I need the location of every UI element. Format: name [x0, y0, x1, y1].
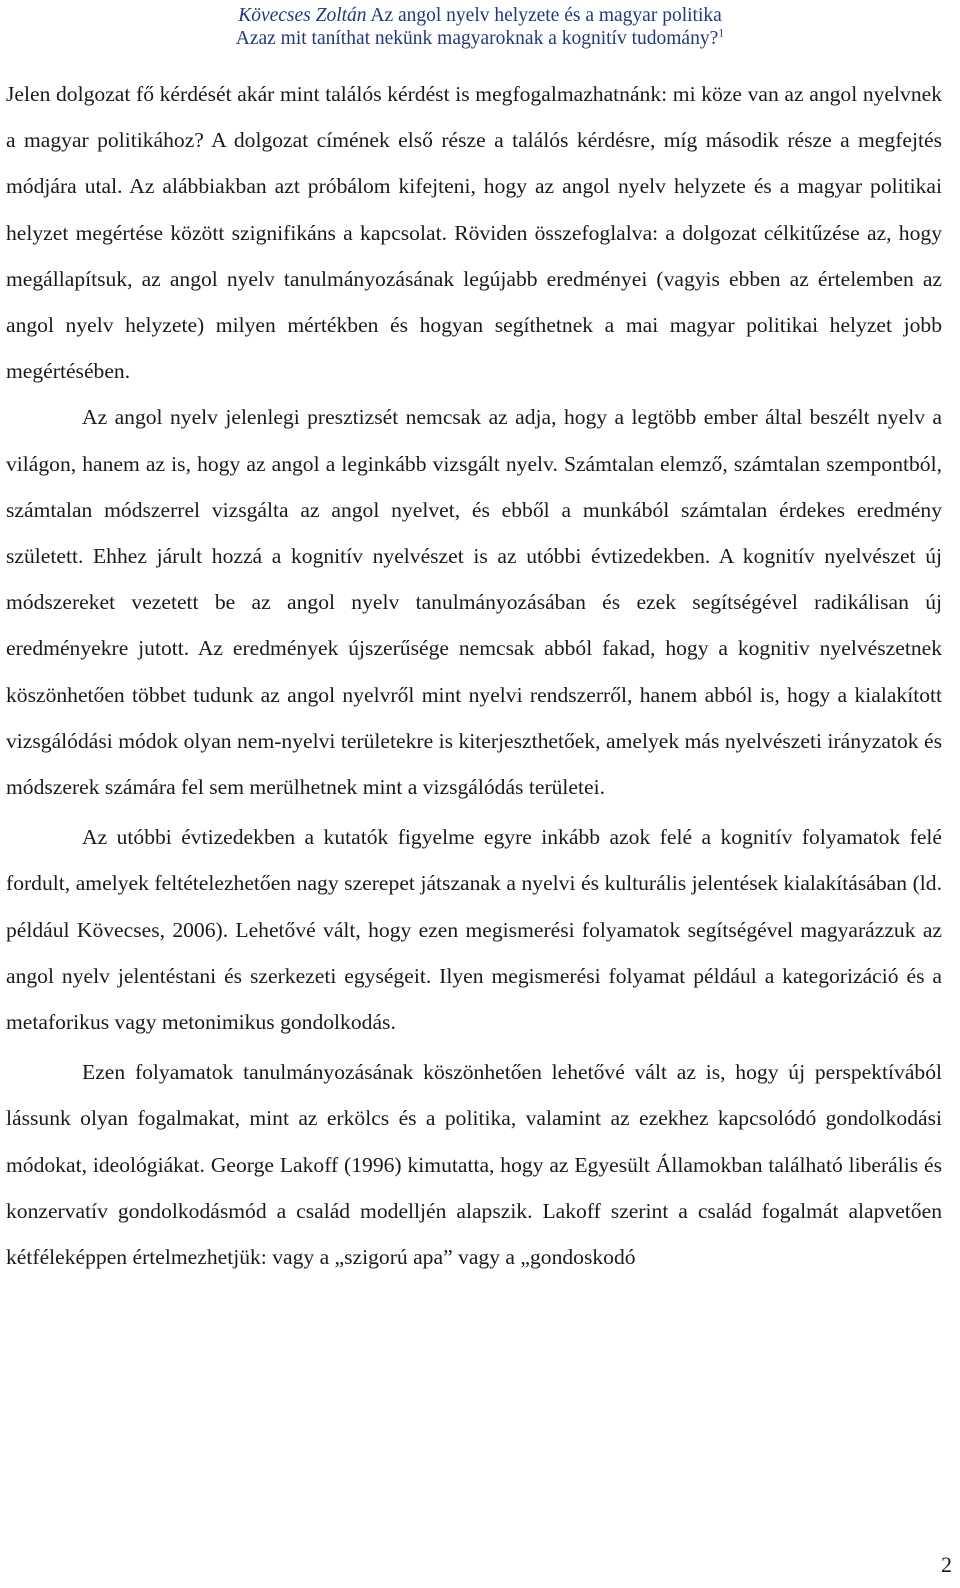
paragraph-3: Az utóbbi évtizedekben a kutatók figyelme egyre inkább azok felé a kognitív folyamatok felé fordult, amelyek feltételezhetően nagy szerepet játszanak a nyelvi és kulturális jelentések kialakításában (ld. például Kövecses, 2006). Lehetővé vált, hogy ezen megismerési folyamatok segítségével magyarázzuk az angol nyelv jelentéstani és szerkezeti egységeit. Ilyen megismerési folyamat például a kategorizáció és a metaforikus vagy metonimikus gondolkodás.	[6, 825, 942, 1035]
header-author: Kövecses Zoltán	[238, 5, 367, 26]
header-title-line-1: Az angol nyelv helyzete és a magyar politika	[370, 5, 722, 26]
header-title-line-2: Azaz mit taníthat nekünk magyaroknak a kognitív tudomány?	[235, 28, 719, 49]
paragraph-2: Az angol nyelv jelenlegi presztizsét nemcsak az adja, hogy a legtöbb ember által beszélt nyelv a világon, hanem az is, hogy az angol a leginkább vizsgált nyelv. Számtalan elemző, számtalan szempontból, számtalan módszerrel vizsgálta az angol nyelvet, és ebből a munkából számtalan érdekes eredmény született. Ehhez járult hozzá a kognitív nyelvészet is az utóbbi évtizedekben. A kognitív nyelvészet új módszereket vezetett be az angol nyelv tanulmányozásában és ezek segítségével radikálisan új eredményekre jutott. Az eredmények újszerűsége nemcsak abból fakad, hogy a kognitiv nyelvészetnek köszönhetően többet tudunk az angol nyelvről mint nyelvi rendszerről, hanem abból is, hogy a kialakított vizsgálódási módok olyan nem-nyelvi területekre is kiterjeszthetőek, amelyek más nyelvészeti irányzatok és módszerek számára fel sem merülhetnek mint a vizsgálódás területei.	[6, 405, 942, 800]
paragraph-4: Ezen folyamatok tanulmányozásának köszönhetően lehetővé vált az is, hogy új perspektívából lássunk olyan fogalmakat, mint az erkölcs és a politika, valamint az ezekhez kapcsolódó gondolkodási módokat, ideológiákat. George Lakoff (1996) kimutatta, hogy az Egyesült Államokban található liberális és konzervatív gondolkodásmód a család modelljén alapszik. Lakoff szerint a család fogalmát alapvetően kétféleképpen értelmezhetjük: vagy a „szigorú apa” vagy a „gondoskodó	[6, 1060, 942, 1270]
footnote-mark: 1	[718, 25, 725, 40]
document-body	[6, 71, 942, 1280]
page-header	[0, 4, 960, 50]
paragraph-1: Jelen dolgozat fő kérdését akár mint találós kérdést is megfogalmazhatnánk: mi köze van az angol nyelvnek a magyar politikához? A dolgozat címének első része a találós kérdésre, míg második része a megfejtés módjára utal. Az alábbiakban azt próbálom kifejteni, hogy az angol nyelv helyzete és a magyar politikai helyzet megértése között szignifikáns a kapcsolat. Röviden összefoglalva: a dolgozat célkitűzése az, hogy megállapítsuk, az angol nyelv tanulmányozásának legújabb eredményei (vagyis ebben az értelemben az angol nyelv helyzete) milyen mértékben és hogyan segíthetnek a mai magyar politikai helyzet jobb megértésében.	[6, 82, 942, 384]
page-number: 2	[941, 1552, 952, 1577]
header-line-1	[0, 4, 960, 27]
header-line-2	[0, 27, 960, 50]
